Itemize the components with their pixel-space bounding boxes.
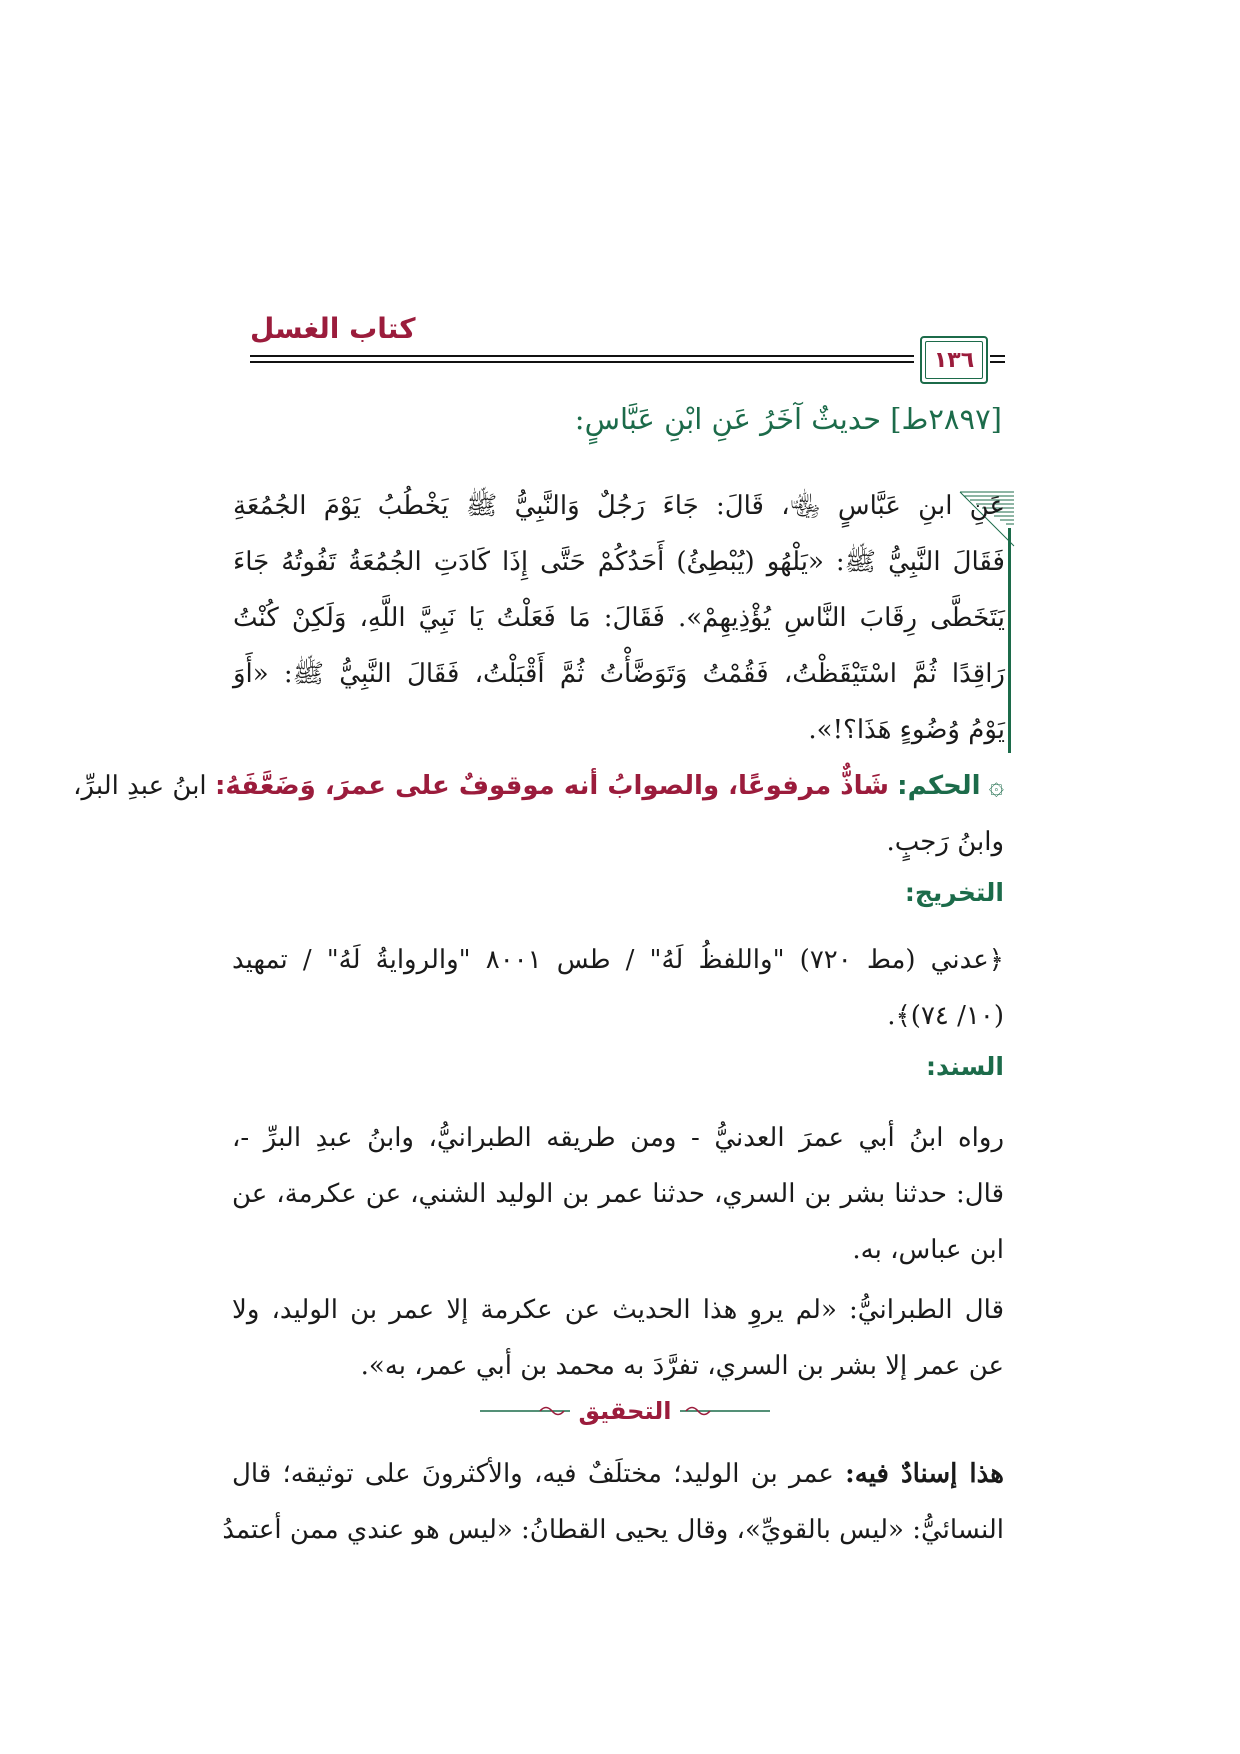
hadith-number-heading: [٢٨٩٧ط] حديثٌ آخَرُ عَنِ ابْنِ عَبَّاسٍ: <box>574 402 1002 436</box>
tahqiq-line-1-rest: عمر بن الوليد؛ مختلَفٌ فيه، والأكثرونَ على توثيقه؛ قال <box>232 1459 834 1489</box>
hadith-line: عَنِ ابنِ عَبَّاسٍ ﵄، قَالَ: جَاءَ رَجُلٌ وَالنَّبِيُّ ﷺ يَخْطُبُ يَوْمَ الجُمُعَةِ <box>233 491 1005 521</box>
ruling-text: شَاذٌّ مرفوعًا، والصوابُ أنه موقوفٌ على عمرَ، وَضَعَّفَهُ: <box>214 771 889 801</box>
header-rule-top <box>250 355 1005 357</box>
hadith-line: رَاقِدًا ثُمَّ اسْتَيْقَظْتُ، فَقُمْتُ وَتَوَضَّأْتُ ثُمَّ أَقْبَلْتُ، فَقَالَ النَّبِيُّ ﷺ: «أَوَ <box>233 659 1005 689</box>
tahqiq-heading <box>480 1396 770 1426</box>
takhrij-paragraph <box>232 932 1004 1044</box>
ruling-paragraph <box>73 758 1004 870</box>
hadith-line: يَتَخَطَّى رِقَابَ النَّاسِ يُؤْذِيهِمْ». فَقَالَ: مَا فَعَلْتُ يَا نَبِيَّ اللَّهِ، وَلَكِنْ كُنْتُ <box>233 603 1005 633</box>
tahqiq-paragraph <box>222 1446 1004 1558</box>
sanad-paragraph-2 <box>232 1282 1004 1394</box>
sanad-line: عن عمر إلا بشر بن السري، تفرَّدَ به محمد بن أبي عمر، به». <box>360 1351 1004 1381</box>
page-number: ١٣٦ <box>933 347 975 373</box>
takhrij-line-1: ﴿عدني (مط ٧٢٠) "واللفظُ لَهُ" / طس ٨٠٠١ "والروايةُ لَهُ" / تمهيد <box>232 945 1004 975</box>
hadith-text <box>233 478 1005 758</box>
hadith-side-bar <box>1008 528 1011 753</box>
sanad-line: قال: حدثنا بشر بن السري، حدثنا عمر بن الوليد الشني، عن عكرمة، عن <box>232 1179 1004 1209</box>
hadith-line: يَوْمُ وُضُوءٍ هَذَا؟!». <box>808 715 1005 745</box>
tahqiq-heading-text: التحقيق <box>570 1397 679 1425</box>
ruling-label: الحكم: <box>897 771 981 801</box>
sanad-line: رواه ابنُ أبي عمرَ العدنيُّ - ومن طريقه الطبرانيُّ، وابنُ عبدِ البرِّ -، <box>232 1123 1004 1153</box>
takhrij-line-2: (١٠/ ٧٤)﴾. <box>887 1001 1004 1031</box>
ruling-ornament-icon: ۞ <box>988 771 1004 801</box>
header-rule-bottom <box>250 361 1005 363</box>
ruling-line-2: وابنُ رَجبٍ. <box>886 827 1004 857</box>
page-number-badge <box>920 336 988 384</box>
takhrij-heading: التخريج: <box>904 878 1004 907</box>
sanad-paragraph-1 <box>232 1110 1004 1278</box>
sanad-line: قال الطبرانيُّ: «لم يروِ هذا الحديث عن عكرمة إلا عمر بن الوليد، ولا <box>232 1295 1004 1325</box>
hadith-line: فَقَالَ النَّبِيُّ ﷺ: «يَلْهُو (يُبْطِئُ) أَحَدُكُمْ حَتَّى إِذَا كَادَتِ الجُمُعَةُ تَفُوتُهُ جَاءَ <box>233 547 1005 577</box>
tahqiq-lead: هذا إسنادٌ فيه: <box>845 1459 1004 1489</box>
sanad-heading: السند: <box>925 1052 1004 1081</box>
sanad-line: ابن عباس، به. <box>852 1235 1004 1265</box>
ruling-weakened-by: ابنُ عبدِ البرِّ، <box>73 771 207 801</box>
tahqiq-line-2: النسائيُّ: «ليس بالقويِّ»، وقال يحيى القطانُ: «ليس هو عندي ممن أعتمدُ <box>222 1515 1004 1545</box>
running-title: كتاب الغسل <box>250 312 416 345</box>
